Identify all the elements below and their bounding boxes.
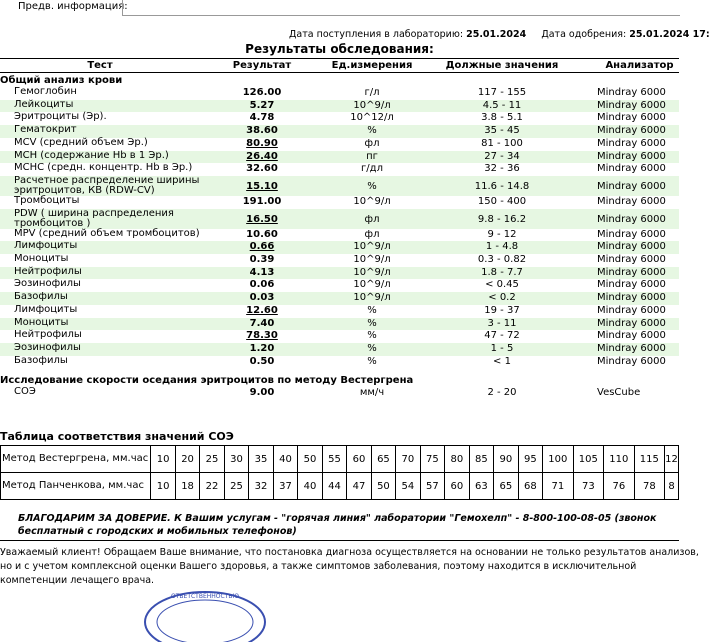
test-ref: 9 - 12 xyxy=(487,228,517,240)
test-value: 0.06 xyxy=(249,279,275,291)
test-name: МСНС (средн. концентр. Hb в Эр.) xyxy=(14,162,193,174)
test-ref: < 1 xyxy=(493,355,511,367)
test-ref: 27 - 34 xyxy=(484,150,520,162)
result-row xyxy=(0,279,679,292)
test-unit: % xyxy=(367,125,377,137)
soe-cell: 75 xyxy=(420,446,444,473)
test-unit: фл xyxy=(364,137,380,149)
test-ref: < 0.2 xyxy=(488,292,516,304)
test-analyzer: Mindray 6000 xyxy=(597,279,666,291)
test-unit: 10^9/л xyxy=(353,266,391,278)
test-analyzer: Mindray 6000 xyxy=(597,195,666,207)
soe-cell: 44 xyxy=(322,473,346,500)
test-name: Лимфоциты xyxy=(14,240,78,252)
approved-label: Дата одобрения: xyxy=(541,29,627,40)
test-ref: 19 - 37 xyxy=(484,304,520,316)
test-analyzer: Mindray 6000 xyxy=(597,137,666,149)
section-cbc: Общий анализ крови xyxy=(0,75,123,86)
test-analyzer: Mindray 6000 xyxy=(597,355,666,367)
test-analyzer: Mindray 6000 xyxy=(597,213,666,225)
test-ref: 35 - 45 xyxy=(484,125,520,137)
result-row xyxy=(0,318,679,331)
client-note: Уважаемый клиент! Обращаем Ваше внимание, что постановка диагноза осуществляется на основании не только результатов анализов, но и с учетом комплексной оценки Вашего здоровья, а также симптомов заболевания, поэтому находится в исключительной компетенции лечащего врача. xyxy=(0,547,699,586)
test-ref: 1 - 4.8 xyxy=(485,241,519,253)
soe-cell: 100 xyxy=(543,446,574,473)
test-name: Лимфоциты xyxy=(14,303,78,315)
soe-cell: 63 xyxy=(469,473,493,500)
test-analyzer: Mindray 6000 xyxy=(597,292,666,304)
test-value: 0.66 xyxy=(249,241,275,253)
test-analyzer: Mindray 6000 xyxy=(597,304,666,316)
test-name: Эритроциты (Эр). xyxy=(14,111,107,123)
result-row xyxy=(0,241,679,254)
test-value: 80.90 xyxy=(246,137,278,149)
result-row xyxy=(0,330,679,343)
test-unit: 10^9/л xyxy=(353,254,391,265)
test-value: 5.27 xyxy=(249,99,275,111)
test-unit: % xyxy=(367,180,377,192)
result-row xyxy=(0,356,679,369)
soe-cell: 18 xyxy=(175,473,199,500)
soe-cell: 68 xyxy=(518,473,542,500)
test-value: 126.00 xyxy=(242,87,282,98)
esr-value: 9.00 xyxy=(249,387,275,398)
test-value: 12.60 xyxy=(246,304,278,316)
soe-cell: 35 xyxy=(249,446,273,473)
test-name: MPV (средний объем тромбоцитов) xyxy=(14,227,200,239)
test-name: Лейкоциты xyxy=(14,98,74,110)
test-analyzer: Mindray 6000 xyxy=(597,228,666,240)
soe-cell: 70 xyxy=(396,446,420,473)
soe-row-westergren xyxy=(1,446,679,473)
test-ref: 117 - 155 xyxy=(477,87,527,98)
soe-cell: 55 xyxy=(322,446,346,473)
prev-info-field xyxy=(122,0,680,16)
test-unit: фл xyxy=(364,228,380,240)
test-name: Моноциты xyxy=(14,253,69,264)
test-ref: 11.6 - 14.8 xyxy=(474,180,530,192)
test-value: 4.78 xyxy=(249,112,275,124)
soe-cell: 22 xyxy=(200,473,224,500)
soe-cell: 37 xyxy=(273,473,297,500)
header-bottom-rule xyxy=(0,72,679,73)
test-unit: 10^9/л xyxy=(353,195,391,207)
test-value: 191.00 xyxy=(242,195,282,207)
soe-cell: 10 xyxy=(151,473,175,500)
test-analyzer: Mindray 6000 xyxy=(597,266,666,278)
test-value: 0.39 xyxy=(249,254,275,265)
test-value: 78.30 xyxy=(246,330,278,342)
soe-cell: 65 xyxy=(371,446,395,473)
test-value: 0.50 xyxy=(249,355,275,367)
test-value: 10.60 xyxy=(246,228,278,240)
soe-cell: 60 xyxy=(347,446,371,473)
test-ref: 81 - 100 xyxy=(481,137,523,149)
test-value: 16.50 xyxy=(246,213,278,225)
result-row xyxy=(0,305,679,318)
soe-cell: 76 xyxy=(604,473,635,500)
result-row xyxy=(0,138,679,151)
esr-row xyxy=(0,387,679,400)
soe-cell: 85 xyxy=(469,446,493,473)
test-ref: 1 - 5 xyxy=(490,342,514,354)
dates-line xyxy=(289,29,710,40)
soe-cell: 8 xyxy=(665,473,679,500)
test-name: МСН (содержание Hb в 1 Эр.) xyxy=(14,149,169,161)
test-analyzer: Mindray 6000 xyxy=(597,330,666,342)
test-ref: 3.8 - 5.1 xyxy=(481,112,523,124)
svg-text:ОТВЕТСТВЕННОСТЬЮ: ОТВЕТСТВЕННОСТЬЮ xyxy=(171,593,239,600)
test-unit: г/дл xyxy=(361,163,383,175)
test-value: 7.40 xyxy=(249,317,275,329)
test-analyzer: Mindray 6000 xyxy=(597,163,666,175)
soe-cell: 40 xyxy=(273,446,297,473)
test-unit: фл xyxy=(364,213,380,225)
header-test: Тест xyxy=(87,60,113,71)
result-row xyxy=(0,196,679,209)
test-analyzer: Mindray 6000 xyxy=(597,180,666,192)
header-unit: Ед.измерения xyxy=(331,60,413,71)
test-name: PDW ( ширина распределения тромбоцитов ) xyxy=(14,207,174,229)
test-unit: % xyxy=(367,317,377,329)
soe-cell: 10 xyxy=(151,446,175,473)
test-ref: 0.3 - 0.82 xyxy=(477,254,527,265)
test-name: MCV (средний объем Эр.) xyxy=(14,136,148,148)
soe-cell: 40 xyxy=(298,473,322,500)
esr-ref: 2 - 20 xyxy=(487,387,517,398)
soe-cell: 110 xyxy=(604,446,635,473)
test-name: Гемоглобин xyxy=(14,86,77,97)
soe-cell: 90 xyxy=(494,446,518,473)
test-value: 26.40 xyxy=(246,150,278,162)
test-analyzer: Mindray 6000 xyxy=(597,99,666,111)
header-result: Результат xyxy=(232,60,292,71)
soe-cell: 95 xyxy=(518,446,542,473)
esr-name: СОЭ xyxy=(14,386,36,397)
test-analyzer: Mindray 6000 xyxy=(597,254,666,265)
test-unit: % xyxy=(367,330,377,342)
test-unit: 10^12/л xyxy=(350,112,394,124)
header-ref: Должные значения xyxy=(445,60,559,71)
test-analyzer: Mindray 6000 xyxy=(597,150,666,162)
test-value: 4.13 xyxy=(249,266,275,278)
soe-cell: 115 xyxy=(634,446,665,473)
soe-cell: 71 xyxy=(543,473,574,500)
test-value: 0.03 xyxy=(249,292,275,304)
soe-cell: 65 xyxy=(494,473,518,500)
header-top-rule xyxy=(0,58,679,59)
soe-cell: 80 xyxy=(445,446,469,473)
result-row xyxy=(0,87,679,100)
test-analyzer: Mindray 6000 xyxy=(597,112,666,124)
result-row xyxy=(0,112,679,125)
received-label: Дата поступления в лабораторию: xyxy=(289,29,464,40)
test-unit: % xyxy=(367,355,377,367)
result-row xyxy=(0,125,679,138)
soe-table xyxy=(0,445,679,500)
test-name: Нейтрофилы xyxy=(14,265,82,277)
soe-cell: 50 xyxy=(371,473,395,500)
page-title: Результаты обследования: xyxy=(245,42,434,56)
test-unit: 10^9/л xyxy=(353,292,391,304)
soe-cell: 60 xyxy=(445,473,469,500)
soe-cell: 78 xyxy=(634,473,665,500)
test-ref: 9.8 - 16.2 xyxy=(477,213,527,225)
test-ref: < 0.45 xyxy=(485,279,519,291)
test-name: Эозинофилы xyxy=(14,278,81,290)
test-analyzer: Mindray 6000 xyxy=(597,317,666,329)
test-value: 1.20 xyxy=(249,342,275,354)
result-row xyxy=(0,163,679,176)
test-name: Эозинофилы xyxy=(14,341,81,353)
test-analyzer: Mindray 6000 xyxy=(597,241,666,253)
test-name: Нейтрофилы xyxy=(14,329,82,341)
test-unit: 10^9/л xyxy=(353,279,391,291)
soe-row2-label: Метод Панченкова, мм.час xyxy=(1,473,151,500)
result-row xyxy=(0,254,679,267)
test-analyzer: Mindray 6000 xyxy=(597,342,666,354)
separator xyxy=(0,540,679,541)
approved-date: 25.01.2024 17: xyxy=(629,29,710,40)
soe-table-title: Таблица соответствия значений СОЭ xyxy=(0,430,234,443)
test-name: Базофилы xyxy=(14,291,68,303)
result-row xyxy=(0,209,679,229)
result-row xyxy=(0,267,679,280)
soe-row1-label: Метод Вестергрена, мм.час xyxy=(1,446,151,473)
soe-cell: 54 xyxy=(396,473,420,500)
received-date: 25.01.2024 xyxy=(466,29,527,40)
test-analyzer: Mindray 6000 xyxy=(597,125,666,137)
soe-cell: 105 xyxy=(573,446,604,473)
test-unit: пг xyxy=(366,150,378,162)
soe-cell: 25 xyxy=(200,446,224,473)
thanks-note: БЛАГОДАРИМ ЗА ДОВЕРИЕ. К Вашим услугам - "горячая линия" лаборатории "Гемохелп" - 8-800-100-08-05 (звонок бесплатный с городских и мобильных телефонов) xyxy=(18,513,657,537)
soe-cell: 25 xyxy=(224,473,248,500)
test-name: Гематокрит xyxy=(14,124,77,136)
test-name: Расчетное распределение ширины эритроцитов, КВ (RDW-CV) xyxy=(14,174,200,196)
test-name: Тромбоциты xyxy=(14,194,80,206)
header-analyzer: Анализатор xyxy=(605,60,674,71)
soe-cell: 50 xyxy=(298,446,322,473)
prev-info-label: Предв. информация: xyxy=(18,1,128,12)
soe-cell: 47 xyxy=(347,473,371,500)
test-value: 15.10 xyxy=(246,180,278,192)
soe-row-panchenkov xyxy=(1,473,679,500)
esr-analyzer: VesCube xyxy=(597,387,641,398)
soe-cell: 73 xyxy=(573,473,604,500)
test-ref: 32 - 36 xyxy=(484,163,520,175)
soe-cell: 32 xyxy=(249,473,273,500)
test-unit: % xyxy=(367,342,377,354)
test-value: 32.60 xyxy=(246,163,278,175)
test-analyzer: Mindray 6000 xyxy=(597,87,666,98)
soe-cell: 57 xyxy=(420,473,444,500)
section-esr: Исследование скорости оседания эритроцитов по методу Вестергрена xyxy=(0,375,414,386)
test-name: Моноциты xyxy=(14,316,69,328)
test-ref: 4.5 - 11 xyxy=(482,99,522,111)
soe-cell: 12 xyxy=(665,446,679,473)
result-row xyxy=(0,292,679,305)
test-ref: 47 - 72 xyxy=(484,330,520,342)
result-row xyxy=(0,176,679,196)
test-value: 38.60 xyxy=(246,125,278,137)
result-row xyxy=(0,229,679,242)
test-ref: 1.8 - 7.7 xyxy=(481,266,523,278)
soe-cell: 30 xyxy=(224,446,248,473)
test-ref: 3 - 11 xyxy=(487,317,517,329)
soe-cell: 20 xyxy=(175,446,199,473)
stamp-icon xyxy=(140,582,270,642)
test-unit: % xyxy=(367,304,377,316)
test-name: Базофилы xyxy=(14,354,68,366)
test-unit: г/л xyxy=(364,87,380,98)
esr-unit: мм/ч xyxy=(359,387,385,398)
test-ref: 150 - 400 xyxy=(477,195,527,207)
test-unit: 10^9/л xyxy=(353,241,391,253)
test-unit: 10^9/л xyxy=(353,99,391,111)
result-row xyxy=(0,343,679,356)
